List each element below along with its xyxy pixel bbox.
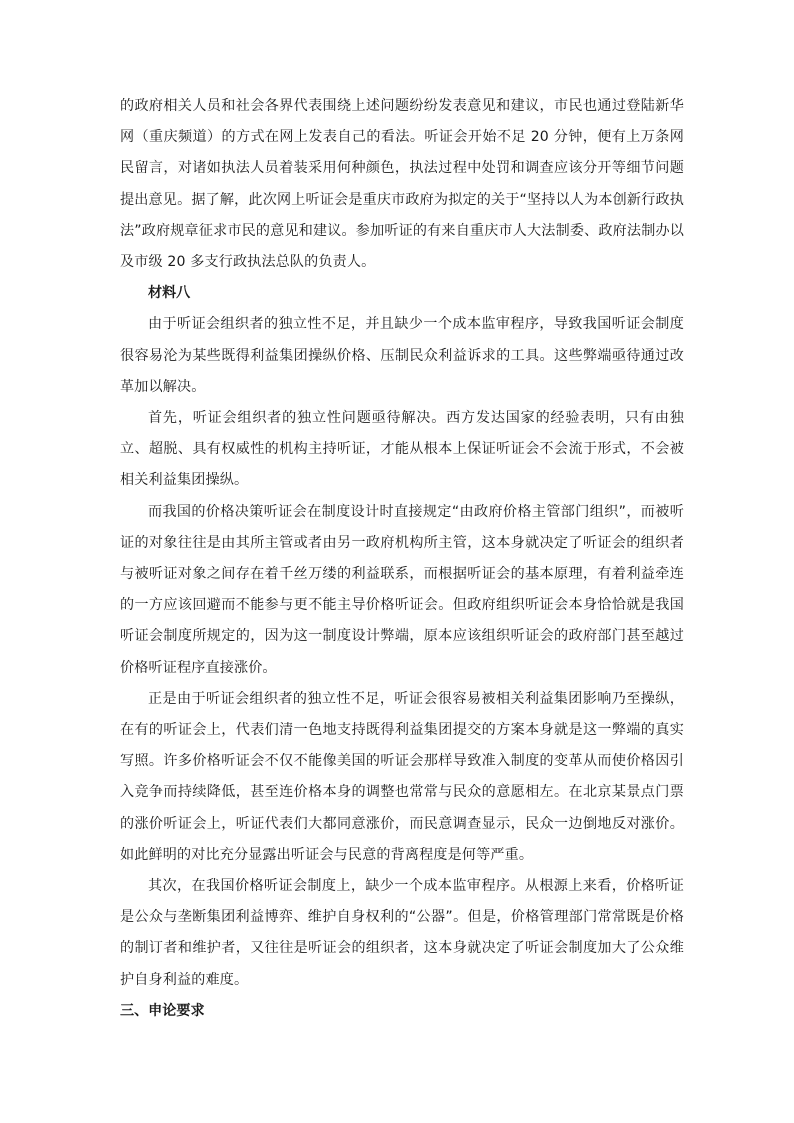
paragraph-hearing-problems: 由于听证会组织者的独立性不足，并且缺少一个成本监审程序，导致我国听证会制度很容易沦为某些既得利益集团操纵价格、压制民众利益诉求的工具。这些弊端亟待通过改革加以解决。: [120, 316, 684, 395]
document-page: [120, 91, 684, 1027]
heading-material-8: 材料八: [148, 285, 191, 302]
paragraph-organizer-independence: 首先，听证会组织者的独立性问题亟待解决。西方发达国家的经验表明，只有由独立、超脱、具有权威性的机构主持听证，才能从根本上保证听证会不会流于形式，不会被相关利益集团操纵。: [120, 410, 684, 489]
paragraph-hearing-online: 的政府相关人员和社会各界代表围绕上述问题纷纷发表意见和建议，市民也通过登陆新华网（重庆频道）的方式在网上发表自己的看法。听证会开始不足 20 分钟，便有上万条网民留言，对诸如执法人员着装采用何种颜色，执法过程中处罚和调查应该分开等细节问题提出意见。据了解，此次网上听证会是重庆市政府为拟定的关于“坚持以人为本创新行政执法”政府规章征求市民的意见和建议。参加听证的有来自重庆市人大法制委、政府法制办以及市级 20 多支行政执法总队的负责人。: [120, 98, 684, 271]
heading-section-3: 三、申论要求: [120, 1002, 205, 1019]
paragraph-system-design: 而我国的价格决策听证会在制度设计时直接规定“由政府价格主管部门组织”，而被听证的对象往往是由其所主管或者由另一政府机构所主管，这本身就决定了听证会的组织者与被听证对象之间存在着千丝万缕的利益联系，而根据听证会的基本原理，有着利益牵连的一方应该回避而不能参与更不能主导价格听证会。但政府组织听证会本身恰恰就是我国听证会制度所规定的，因为这一制度设计弊端，原本应该组织听证会的政府部门甚至越过价格听证程序直接涨价。: [120, 503, 684, 676]
paragraph-manipulation: 正是由于听证会组织者的独立性不足，听证会很容易被相关利益集团影响乃至操纵，在有的听证会上，代表们清一色地支持既得利益集团提交的方案本身就是这一弊端的真实写照。许多价格听证会不仅不能像美国的听证会那样导致准入制度的变革从而使价格因引入竞争而持续降低，甚至连价格本身的调整也常常与民众的意愿相左。在北京某景点门票的涨价听证会上，听证代表们大都同意涨价，而民意调查显示，民众一边倒地反对涨价。如此鲜明的对比充分显露出听证会与民意的背离程度是何等严重。: [120, 690, 684, 863]
paragraph-cost-review: 其次，在我国价格听证会制度上，缺少一个成本监审程序。从根源上来看，价格听证是公众与垄断集团利益博弈、维护自身权利的“公器”。但是，价格管理部门常常既是价格的制订者和维护者，又往往是听证会的组织者，这本身就决定了听证会制度加大了公众维护自身利益的难度。: [120, 878, 684, 988]
